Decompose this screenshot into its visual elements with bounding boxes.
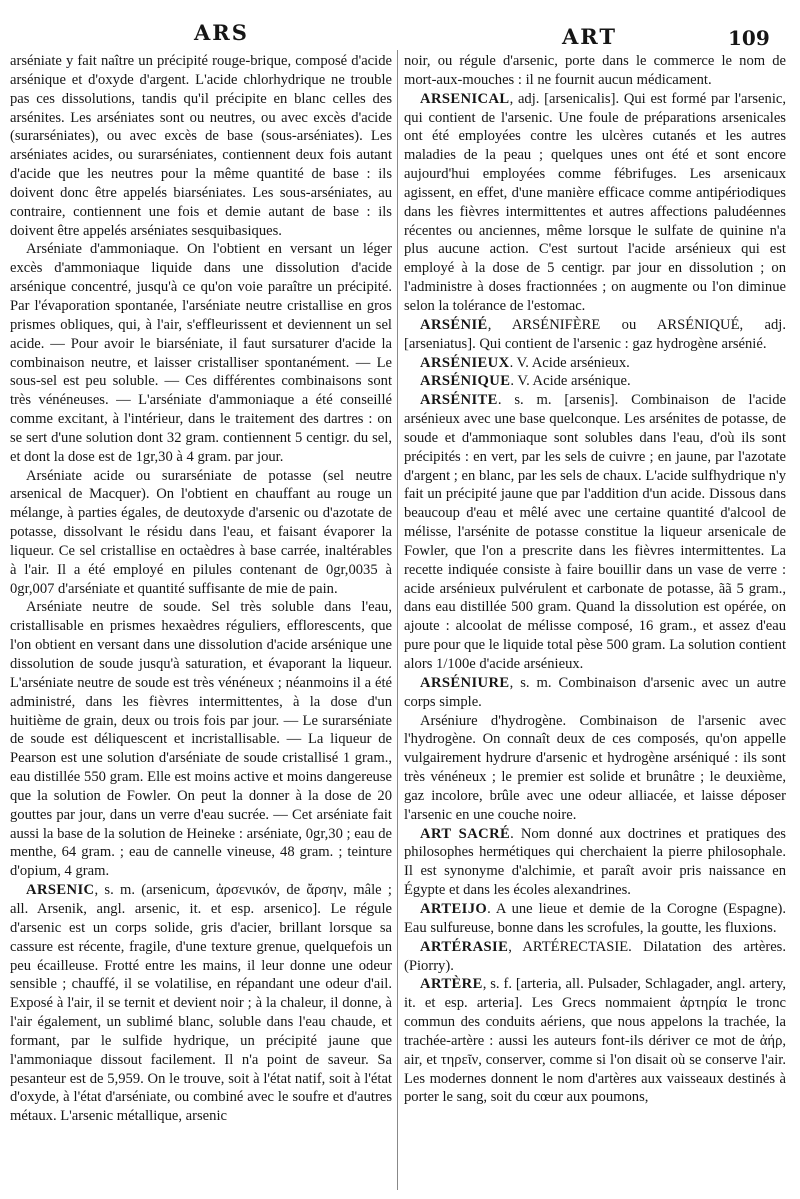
paragraph-arsenic-continued: noir, ou régule d'arsenic, porte dans le commerce le nom de mort-aux-mouches : il ne fournit aucun médicament. — [404, 53, 786, 88]
entry-arsenique: ARSÉNIQUE. V. Acide arsénique. — [420, 373, 631, 390]
paragraph-arseniate-continued: arséniate y fait naître un précipité rouge-brique, composé d'acide arsénique et d'oxyde d'argent. L'acide chlorhydrique ne trouble pas ces dissolutions, tandis qu'il précipite en blanc celles des arsénites. Les arséniates sont ou neutres, ou avec excès d'acide (surarséniates), ou avec excès de base (sous-arséniates). Les arséniates acides, ou surarséniates, contiennent deux fois autant d'acide que les neutres pour la même quantité de base : ils doivent donc être appelés biarséniates. Les sous-arséniates, au contraire, contiennent une fois et demie autant de base : ils doivent être appelés arséniates sesquibasiques. — [10, 53, 392, 239]
entry-artere: ARTÈRE, s. f. [arteria, all. Pulsader, Schlagader, angl. artery, it. et esp. arteria]. Les Grecs nommaient ἀρτηρία le tronc commun des conduits aériens, que nous appelons la trachée, la trachée-artère : aussi les auteurs font-ils dériver ce mot de ἀήρ, air, et τηρεῖν, conserver, comme si l'on disait où se conserve l'air. Les modernes donnent le nom d'artères aux vaisseaux destinés à porter le sang, soit du cœur aux poumons, — [404, 976, 786, 1106]
left-column — [10, 52, 392, 1192]
entry-arseniure: ARSÉNIURE, s. m. Combinaison d'arsenic avec un autre corps simple. — [404, 674, 786, 710]
page-number: 109 — [728, 26, 770, 50]
column-divider — [397, 50, 398, 1190]
entry-arsenical: ARSENICAL, adj. [arsenicalis]. Qui est formé par l'arsenic, qui contient de l'arsenic. Une foule de préparations arsenicales ont été employées contre les ulcères cutanés et les autres maladies de la peau ; quelques unes ont été et sont encore aujourd'hui employées comme fébrifuges. Les arsenicaux agissent, en effet, d'une manière efficace comme antipériodiques dans les fièvres intermittentes et autres affections paludéennes récentes ou anciennes, même lorsque le sulfate de quinine n'a plus aucune action. C'est surtout l'acide arsénieux qui est employé à la dose de 5 centigr. par jour en dissolution ; on l'administre à doses fractionnées ; on augmente ou l'on diminue selon la tolérance de l'estomac. — [404, 90, 786, 314]
right-column — [404, 52, 786, 1192]
right-running-head: ART — [562, 24, 618, 49]
entry-arsenic: ARSENIC, s. m. (arsenicum, ἀρσενικόν, de ἄρσην, mâle ; all. Arsenik, angl. arsenic, it. et esp. arsenico]. Le régule d'arsenic est un corps solide, gris d'acier, brillant lorsque sa cassure est récente, fragile, d'une texture grenue, quelquefois un peu écailleuse. Frotté entre les mains, il leur donne une odeur sensible ; chauffé, il se volatilise, en répandant une odeur d'ail. Exposé à l'air, il se ternit et devient noir ; à la chaleur, il donne, à l'air également, un sublimé blanc, soluble dans l'eau chaude, et formant, par le sulfide hydrique, un précipité jaune que l'ammoniaque dissout facilement. Il n'a point de saveur. Sa pesanteur est de 5,959. On le trouve, soit à l'état natif, soit à l'état d'oxyde, à l'état d'arséniate, ou combiné avec le soufre et d'autres métaux. L'arsenic métallique, arsenic — [10, 882, 392, 1125]
entry-arsenieux: ARSÉNIEUX. V. Acide arsénieux. — [420, 354, 630, 371]
entry-art-sacre: ART SACRÉ. Nom donné aux doctrines et pratiques des philosophes hermétiques qui cherchaient la pierre philosophale. Il est synonyme d'alchimie, et paraît avoir pris naissance en Égypte et dans les écoles alexandrines. — [404, 825, 786, 899]
entry-arsenie: ARSÉNIÉ, ARSÉNIFÈRE ou ARSÉNIQUÉ, adj. [arseniatus]. Qui contient de l'arsenic : gaz hydrogène arsénié. — [404, 316, 786, 352]
entry-arsenite: ARSÉNITE. s. m. [arsenis]. Combinaison de l'acide arsénieux avec une base quelconque. Les arsénites de potasse, de soude et d'ammoniaque sont solubles dans l'eau, d'où ils sont précipités : en vert, par les sels de cuivre ; en jaune, par l'azotate d'argent ; en blanc, par les sels de chaux. L'acide sulfhydrique n'y fait un précipité jaune que par l'addition d'un acide. Dissous dans beaucoup d'eau et mêlé avec une certaine quantité d'alcool de mélisse, l'arsénite de potasse constitue la liqueur arsenicale de Fowler, que l'on a prescrite dans les fièvres intermittentes. La recette indiquée consiste à faire bouillir dans un vase de verre : acide arsénieux pulvérulent et carbonate de potasse, ãã 5 gram., dans eau distillée 500 gram. Quand la dissolution est opérée, on ajoute : alcoolat de mélisse composé, 16 gram., et assez d'eau pure pour que le liquide total pèse 500 gram. La solution contient alors 1/100e d'acide arsénieux. — [404, 392, 786, 672]
paragraph-arseniure-hydrogene: Arséniure d'hydrogène. Combinaison de l'arsenic avec l'hydrogène. On connaît deux de ces composés, qu'on appelle vulgairement hydrure d'arsenic et hydrogène arséniqué : ils sont très vénéneux ; le premier est solide et brunâtre ; le deuxième, gaz incolore, brûle avec une odeur alliacée, et laisse déposer l'arsenic en une couche noire. — [404, 712, 786, 823]
left-running-head: ARS — [194, 20, 249, 45]
page-header — [0, 18, 800, 52]
paragraph-arseniate-ammoniaque: Arséniate d'ammoniaque. On l'obtient en versant un léger excès d'ammoniaque liquide dans une dissolution d'acide arsénique concentré, jusqu'à ce qu'on voie paraître un précipité. Par l'évaporation spontanée, l'arséniate neutre cristallise en gros prismes obliques, qui, à l'air, s'effleurissent et deviennent un sel acide. — Pour avoir le biarséniate, il faut sursaturer d'acide la combinaison neutre, et laisser cristalliser spontanément. — Le sous-sel est peu soluble. — Ces différentes combinaisons sont très vénéneuses. — L'arséniate d'ammoniaque a été conseillé comme excitant, à l'intérieur, dans le traitement des dartres : on se sert d'une solution dont 32 gram. contiennent 5 centigr. du sel, et dont la dose est de 1gr,30 à 4 gram. par jour. — [10, 241, 392, 465]
paragraph-arseniate-potasse: Arséniate acide ou surarséniate de potasse (sel neutre arsenical de Macquer). On l'obtient en chauffant au rouge un mélange, à parties égales, de deutoxyde d'arsenic ou d'azotate de potasse, dissolvant le résidu dans l'eau, et faisant évaporer la liqueur. Ce sel cristallise en octaèdres à base carrée, inaltérables à l'air. Il a été employé en pilules contenant de 0gr,0035 à 0gr,007 d'arséniate et quantité suffisante de mie de pain. — [10, 467, 392, 597]
entry-arterasie: ARTÉRASIE, ARTÉRECTASIE. Dilatation des artères. (Piorry). — [404, 938, 786, 974]
paragraph-arseniate-soude: Arséniate neutre de soude. Sel très soluble dans l'eau, cristallisable en prismes hexaèdres réguliers, efflorescents, que l'on obtient en versant dans une dissolution d'acide arsénique une dissolution de soude jusqu'à saturation, et évaporant la liqueur. L'arséniate neutre de soude est très vénéneux ; néanmoins il a été administré, dans les fièvres intermittentes, à la dose d'un huitième de grain, deux ou trois fois par jour. — Le surarséniate de soude est déliquescent et incristallisable. — La liqueur de Pearson est une solution d'arséniate de soude cristallisé 1 gram., eau distillée 550 gram. Elle est moins active et moins dangereuse que la solution de Fowler. On peut la donner à la dose de 20 gouttes par jour, dans un verre d'eau sucrée. — Cet arséniate fait aussi la base de la solution de Heineke : arséniate, 0gr,30 ; eau de menthe, 64 gram. ; eau de cannelle vineuse, 48 gram. ; teinture d'opium, 4 gram. — [10, 599, 392, 880]
entry-arteijo: ARTEIJO. A une lieue et demie de la Corogne (Espagne). Eau sulfureuse, bonne dans les scrofules, la goutte, les fluxions. — [404, 900, 786, 936]
